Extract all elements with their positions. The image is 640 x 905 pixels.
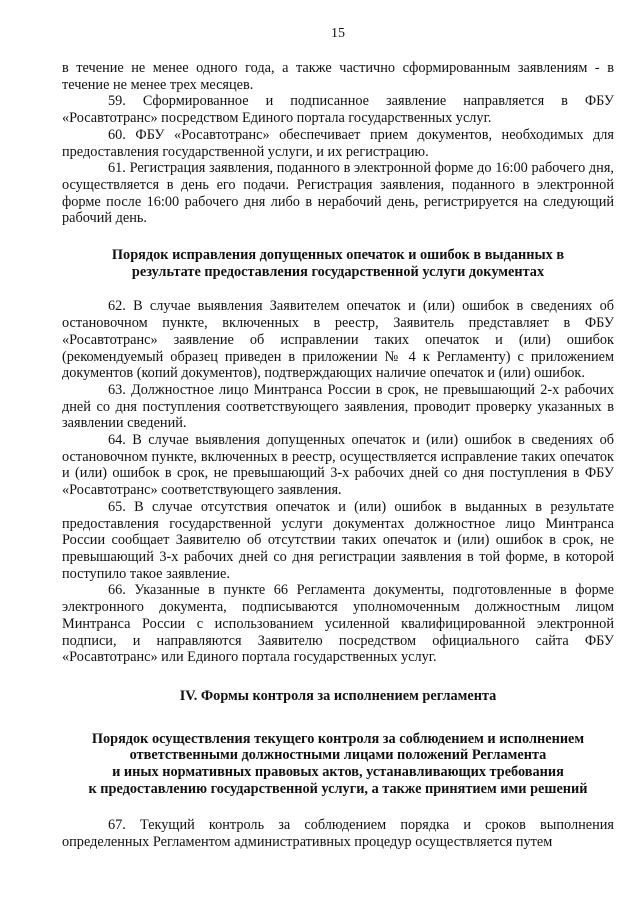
heading-line: результате предоставления государственной услуги документах <box>131 263 545 280</box>
paragraph-61: 61. Регистрация заявления, поданного в электронной форме до 16:00 рабочего дня, осуществляется в день его подачи. Регистрация заявления, поданного в электронной форме после 16:00 рабочего дня либо в нерабочий день, регистрируется на следующий рабочий день. <box>62 160 614 227</box>
section-heading-corrections <box>62 247 614 280</box>
paragraph-67: 67. Текущий контроль за соблюдением порядка и сроков выполнения определенных Регламентом административных процедур осуществляется путем <box>62 817 614 851</box>
paragraph-65: 65. В случае отсутствия опечаток и (или) ошибок в выданных в результате предоставления государственной услуги документах должностное лицо Минтранса России сообщает Заявителю об отсутствии таких опечаток и (или) ошибок в срок, не превышающий 3-х рабочих дней со дня регистрации заявления в той форме, в которой поступило такое заявление. <box>62 498 614 582</box>
paragraph-59: 59. Сформированное и подписанное заявление направляется в ФБУ «Росавтотранс» посредством Единого портала государственных услуг. <box>62 93 614 127</box>
heading-line: Порядок исправления допущенных опечаток и ошибок в выданных в <box>111 247 565 264</box>
heading-line: и иных нормативных правовых актов, устанавливающих требования <box>112 764 564 781</box>
page-number: 15 <box>331 26 345 41</box>
section-heading-current-control <box>62 731 614 798</box>
paragraph-66: 66. Указанные в пункте 66 Регламента документы, подготовленные в форме электронного документа, подписываются уполномоченным должностным лицом Минтранса России с использованием усиленной квалифицированной электронной подписи, и направляются Заявителю посредством официального сайта ФБУ «Росавтотранс» или Единого портала государственных услуг. <box>62 582 614 666</box>
paragraph-60: 60. ФБУ «Росавтотранс» обеспечивает прием документов, необходимых для предоставления государственной услуги, и их регистрацию. <box>62 126 614 160</box>
chapter-heading-control-forms <box>62 688 614 705</box>
heading-line: к предоставлению государственной услуги, а также принятием ими решений <box>88 780 588 797</box>
paragraph-64: 64. В случае выявления допущенных опечаток и (или) ошибок в сведениях об остановочном пункте, включенных в реестр, осуществляется исправление таких опечаток и (или) ошибок в срок, не превышающий 3-х рабочих дней со дня поступления в ФБУ «Росавтотранс» соответствующего заявления. <box>62 432 614 499</box>
heading-line: IV. Формы контроля за исполнением регламента <box>179 687 497 704</box>
paragraph-62: 62. В случае выявления Заявителем опечаток и (или) ошибок в сведениях об остановочном пункте, включенных в реестр, Заявитель представляет в ФБУ «Росавтотранс» заявление об исправлении таких опечаток и (или) ошибок (рекомендуемый образец приведен в приложении № 4 к Регламенту) с приложением документов (копий документов), подтверждающих наличие опечаток и (или) ошибок. <box>62 298 614 382</box>
document-page <box>62 26 614 901</box>
paragraph-continuation: в течение не менее одного года, а также частично сформированным заявлениям - в течение не менее трех месяцев. <box>62 60 614 93</box>
heading-line: ответственными должностными лицами положений Регламента <box>129 747 547 764</box>
heading-line: Порядок осуществления текущего контроля за соблюдением и исполнением <box>91 730 585 747</box>
paragraph-63: 63. Должностное лицо Минтранса России в срок, не превышающий 2-х рабочих дней со дня поступления соответствующего заявления, проводит проверку указанных в заявлении сведений. <box>62 381 614 432</box>
